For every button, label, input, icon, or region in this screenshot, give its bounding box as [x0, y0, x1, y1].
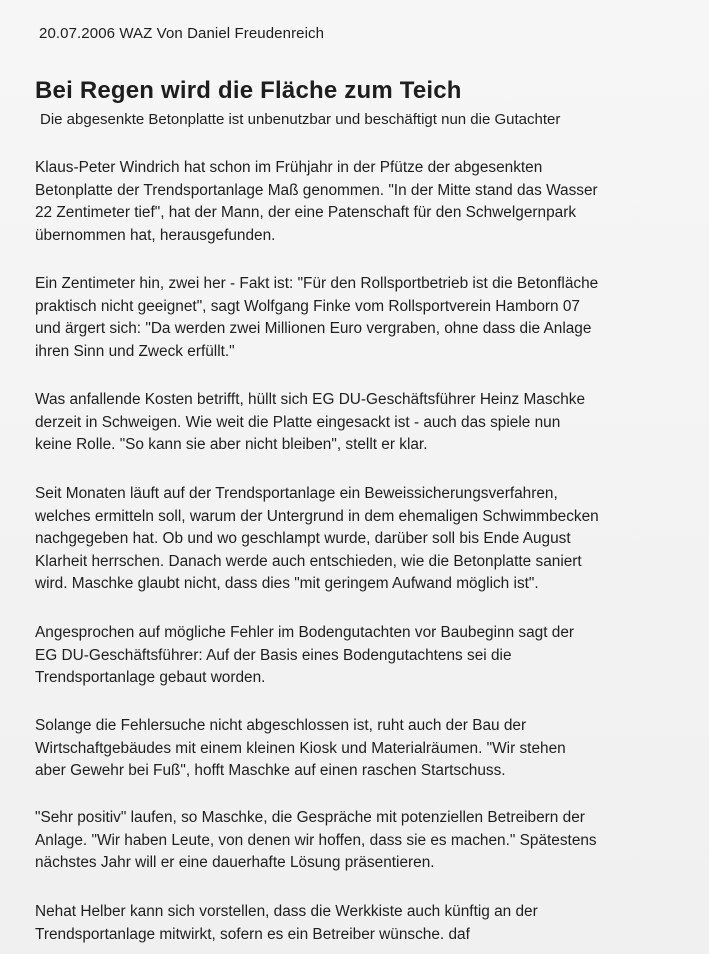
article-headline: Bei Regen wird die Fläche zum Teich	[35, 77, 462, 104]
text-line: und ärgert sich: "Da werden zwei Millionen Euro vergraben, ohne dass die Anlage	[35, 320, 592, 337]
text-line: derzeit in Schweigen. Wie weit die Platte eingesackt ist - auch das spiele nun	[35, 413, 561, 431]
text-line: übernommen hat, herausgefunden.	[35, 226, 276, 244]
paragraph-8	[35, 901, 700, 946]
text-line: Klarheit herrschen. Danach werde auch entschieden, wie die Betonplatte saniert	[35, 552, 582, 570]
text-line: Trendsportanlage gebaut worden.	[35, 669, 266, 686]
paragraph-2	[35, 273, 700, 363]
text-line: Betonplatte der Trendsportanlage Maß genommen. "In der Mitte stand das Wasser	[35, 181, 598, 199]
text-line: Angesprochen auf mögliche Fehler im Bodengutachten vor Baubeginn sagt der	[35, 624, 575, 641]
text-line: Anlage. "Wir haben Leute, von denen wir hoffen, dass sie es machen." Spätestens	[35, 831, 597, 849]
text-line: Ein Zentimeter hin, zwei her - Fakt ist: "Für den Rollsportbetrieb ist die Betonfläche	[35, 275, 599, 292]
text-line: Nehat Helber kann sich vorstellen, dass die Werkkiste auch künftig an der	[35, 903, 538, 920]
text-line: Was anfallende Kosten betrifft, hüllt sich EG DU-Geschäftsführer Heinz Maschke	[35, 391, 586, 408]
text-line: 22 Zentimeter tief", hat der Mann, der eine Patenschaft für den Schwelgernpark	[35, 204, 577, 221]
paragraph-4	[35, 483, 700, 596]
text-line: nachgegeben hat. Ob und wo geschlampt wurde, darüber soll bis Ende August	[35, 530, 571, 547]
text-line: Seit Monaten läuft auf der Trendsportanlage ein Beweissicherungsverfahren,	[35, 485, 558, 502]
text-line: welches ermitteln soll, warum der Untergrund in dem ehemaligen Schwimmbecken	[35, 507, 599, 525]
text-line: wird. Maschke glaubt nicht, dass dies "mit geringem Aufwand möglich ist".	[35, 575, 539, 592]
article-subheadline: Die abgesenkte Betonplatte ist unbenutzbar und beschäftigt nun die Gutachter	[40, 111, 561, 128]
text-line: Wirtschaftgebäudes mit einem kleinen Kiosk und Materialräumen. "Wir stehen	[35, 739, 566, 757]
text-line: keine Rolle. "So kann sie aber nicht bleiben", stellt er klar.	[35, 436, 428, 453]
text-line: Trendsportanlage mitwirkt, sofern es ein Betreiber wünsche. daf	[35, 925, 470, 943]
paragraph-7	[35, 807, 700, 875]
paragraph-3	[35, 389, 700, 457]
text-line: "Sehr positiv" laufen, so Maschke, die Gespräche mit potenziellen Betreibern der	[35, 809, 585, 826]
article-meta: 20.07.2006 WAZ Von Daniel Freudenreich	[39, 25, 325, 42]
text-line: praktisch nicht geeignet", sagt Wolfgang Finke vom Rollsportverein Hamborn 07	[35, 297, 580, 315]
text-line: EG DU-Geschäftsführer: Auf der Basis eines Bodengutachtens sei die	[35, 646, 512, 664]
paragraph-5	[35, 622, 700, 690]
text-line: ihren Sinn und Zweck erfüllt."	[35, 342, 235, 360]
text-line: Klaus-Peter Windrich hat schon im Frühjahr in der Pfütze der abgesenkten	[35, 159, 543, 176]
text-line: nächstes Jahr will er eine dauerhafte Lösung präsentieren.	[35, 854, 435, 871]
paragraph-6	[35, 715, 700, 783]
text-line: aber Gewehr bei Fuß", hofft Maschke auf einen raschen Startschuss.	[35, 762, 506, 779]
paragraph-1	[35, 157, 700, 247]
text-line: Solange die Fehlersuche nicht abgeschlossen ist, ruht auch der Bau der	[35, 717, 527, 734]
